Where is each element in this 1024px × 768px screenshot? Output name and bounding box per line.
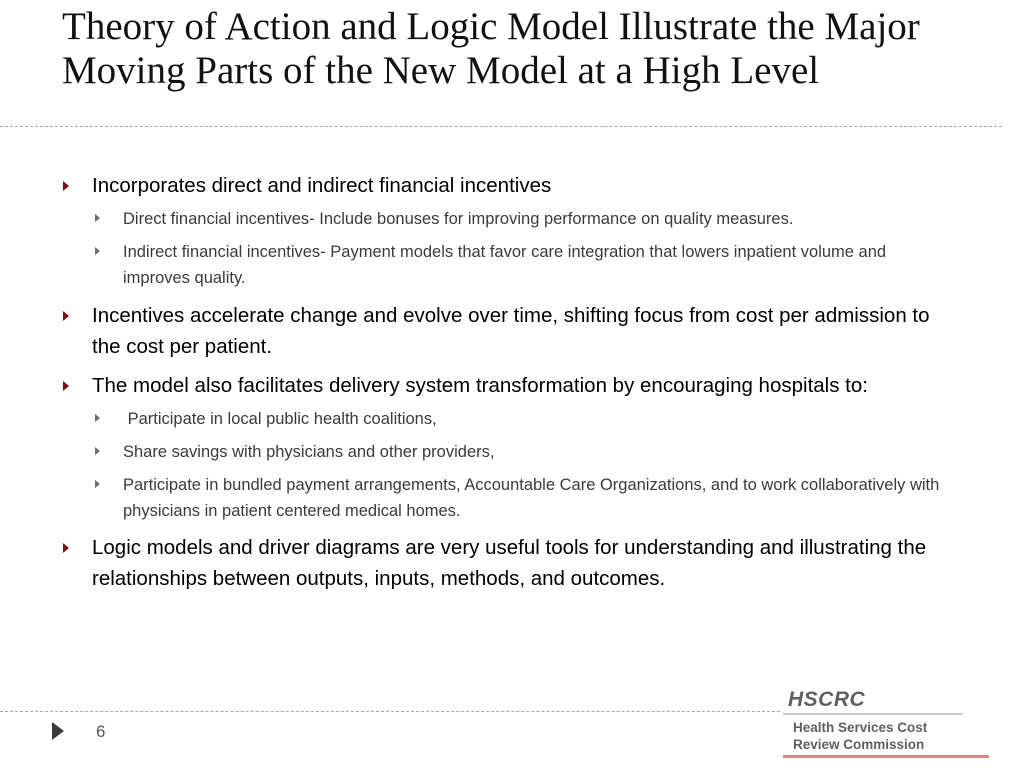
title-divider (0, 126, 1002, 127)
sub-bullet-item (0, 472, 943, 524)
bullet-item (0, 300, 952, 362)
bullet-arrow-icon (63, 311, 69, 321)
sub-bullet-text: Participate in local public health coalitions, (123, 410, 437, 428)
bullet-arrow-icon (63, 543, 69, 553)
logo-name-line1: Health Services Cost (793, 720, 928, 735)
sub-bullet-arrow-icon (95, 247, 100, 255)
bullet-list (0, 170, 1024, 594)
sub-bullet-item (0, 239, 943, 291)
bullet-text: The model also facilitates delivery system transformation by encouraging hospitals to: (92, 374, 868, 397)
sub-bullet-item (0, 406, 943, 432)
bullet-text: Logic models and driver diagrams are very useful tools for understanding and illustrating the relationships between outputs, inputs, methods, and outcomes. (92, 536, 927, 590)
logo-accent-bar (783, 755, 989, 758)
page-number: 6 (96, 722, 106, 741)
hscrc-logo (783, 688, 993, 760)
sub-bullet-item (0, 206, 943, 232)
sub-bullet-text: Share savings with physicians and other providers, (123, 443, 495, 461)
bullet-arrow-icon (63, 381, 69, 391)
bullet-text: Incorporates direct and indirect financial incentives (92, 174, 552, 197)
sub-bullet-item (0, 439, 943, 465)
logo-abbreviation: HSCRC (788, 688, 866, 711)
bullet-arrow-icon (63, 181, 69, 191)
logo-name (793, 719, 983, 753)
sub-bullet-arrow-icon (95, 447, 100, 455)
sub-bullet-text: Direct financial incentives- Include bonuses for improving performance on quality measures. (123, 210, 794, 228)
bullet-item (0, 370, 952, 401)
sub-bullet-arrow-icon (95, 214, 100, 222)
logo-divider (783, 713, 963, 715)
sub-bullet-text: Participate in bundled payment arrangements, Accountable Care Organizations, and to work collaboratively with physicians in patient centered medical homes. (123, 476, 940, 520)
play-arrow-icon (52, 722, 64, 740)
slide-title: Theory of Action and Logic Model Illustrate the Major Moving Parts of the New Model at a High Level (62, 5, 920, 92)
sub-bullet-arrow-icon (95, 480, 100, 488)
sub-bullet-text: Indirect financial incentives- Payment models that favor care integration that lowers inpatient volume and improves quality. (123, 243, 887, 287)
footer-divider (0, 711, 780, 712)
sub-bullet-arrow-icon (95, 414, 100, 422)
logo-name-line2: Review Commission (793, 737, 925, 752)
bullet-item (0, 532, 952, 594)
bullet-item (0, 170, 952, 201)
bullet-text: Incentives accelerate change and evolve over time, shifting focus from cost per admission to the cost per patient. (92, 304, 930, 358)
